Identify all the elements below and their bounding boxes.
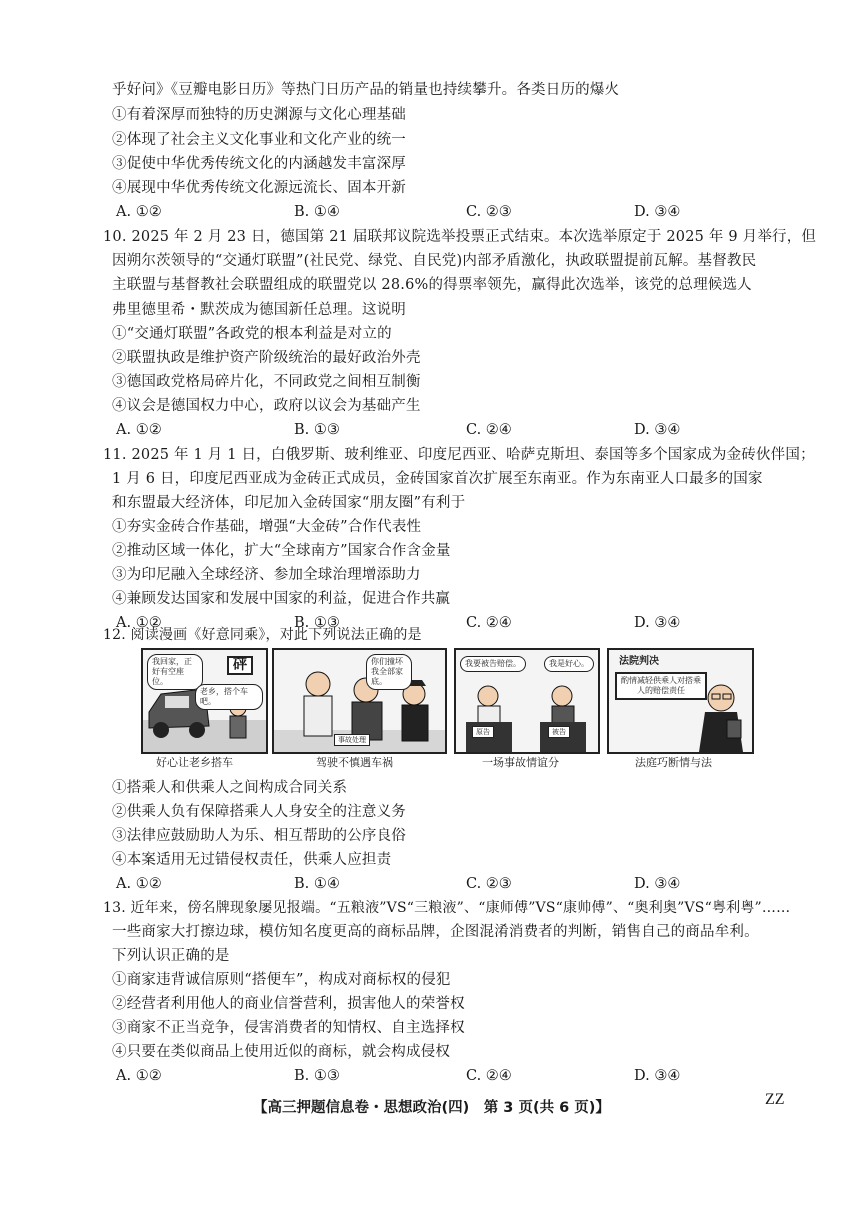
q10-item-3: ③德国政党格局碎片化，不同政党之间相互制衡 <box>112 374 421 390</box>
comic-panel-3 <box>454 648 600 754</box>
panel-3-caption: 一场事故情谊分 <box>482 756 559 769</box>
q11-option-a: A. ①② <box>116 615 162 631</box>
q9-item-3: ③促使中华优秀传统文化的内涵越发丰富深厚 <box>112 156 406 172</box>
crash-sound-label: 砰 <box>227 656 253 675</box>
q11-option-c: C. ②④ <box>466 615 512 631</box>
q10-option-a: A. ①② <box>116 422 162 438</box>
q11-item-3: ③为印尼融入全球经济、参加全球治理增添助力 <box>112 567 421 583</box>
q13-option-d: D. ③④ <box>634 1068 681 1084</box>
q9-item-1: ①有着深厚而独特的历史渊源与文化心理基础 <box>112 107 406 123</box>
comic-panel-4 <box>607 648 754 754</box>
q13-option-c: C. ②④ <box>466 1068 512 1084</box>
q12-item-4: ④本案适用无过错侵权责任，供乘人应担责 <box>112 852 392 868</box>
accident-handling-sign: 事故处理 <box>334 734 370 746</box>
q12-options <box>116 874 736 894</box>
panel-1-bubble-1: 我回家，正好有空座位。 <box>147 654 203 690</box>
q11-item-1: ①夯实金砖合作基础，增强“大金砖”合作代表性 <box>112 519 422 535</box>
q10-stem-line-2: 因朔尔茨领导的“交通灯联盟”(社民党、绿党、自民党)内部矛盾激化，执政联盟提前瓦解。基督教民 <box>112 253 757 269</box>
panel-2-caption: 驾驶不慎遇车祸 <box>316 756 393 769</box>
q13-option-a: A. ①② <box>116 1068 162 1084</box>
q13-stem-line-1: 13. 近年来，傍名牌现象屡见报端。“五粮液”VS“三粮液”、“康师傅”VS“康帅傅”、“奥利奥”VS“粤利粤”…… <box>103 900 791 916</box>
comic-panel-1 <box>141 648 268 754</box>
q10-stem-line-3: 主联盟与基督教社会联盟组成的联盟党以 28.6%的得票率领先，赢得此次选举，该党的总理候选人 <box>112 277 752 293</box>
q11-item-2: ②推动区域一体化，扩大“全球南方”国家合作含金量 <box>112 543 451 559</box>
panel-3-bubble-defendant: 我是好心。 <box>544 656 594 672</box>
q13-item-2: ②经营者利用他人的商业信誉营利，损害他人的荣誉权 <box>112 996 465 1012</box>
q13-stem-line-3: 下列认识正确的是 <box>112 948 230 964</box>
q13-item-4: ④只要在类似商品上使用近似的商标，就会构成侵权 <box>112 1044 451 1060</box>
q13-option-b: B. ①③ <box>294 1068 340 1084</box>
page-footer: 【高三押题信息卷・思想政治(四) 第 3 页(共 6 页)】 <box>253 1100 610 1116</box>
q13-options <box>116 1066 736 1086</box>
q9-option-a: A. ①② <box>116 204 162 220</box>
panel-1-caption: 好心让老乡搭车 <box>156 756 233 769</box>
q10-item-2: ②联盟执政是维护资产阶级统治的最好政治外壳 <box>112 350 421 366</box>
q12-option-a: A. ①② <box>116 876 162 892</box>
q12-option-c: C. ②③ <box>466 876 512 892</box>
defendant-sign: 被告 <box>548 726 570 738</box>
q9-stem-tail: 乎好问》《豆瓣电影日历》等热门日历产品的销量也持续攀升。各类日历的爆火 <box>112 82 620 98</box>
q12-item-2: ②供乘人负有保障搭乘人人身安全的注意义务 <box>112 804 406 820</box>
q11-item-4: ④兼顾发达国家和发展中国家的利益，促进合作共赢 <box>112 591 451 607</box>
verdict-title: 法院判决 <box>619 656 659 667</box>
q10-option-b: B. ①③ <box>294 422 340 438</box>
q10-option-d: D. ③④ <box>634 422 681 438</box>
q9-item-2: ②体现了社会主义文化事业和文化产业的统一 <box>112 132 406 148</box>
q10-stem-line-4: 弗里德里希・默茨成为德国新任总理。这说明 <box>112 302 406 318</box>
q10-options <box>116 420 736 440</box>
q11-stem-line-1: 11. 2025 年 1 月 1 日，白俄罗斯、玻利维亚、印度尼西亚、哈萨克斯坦、泰国等多个国家成为金砖伙伴国； <box>103 447 815 463</box>
q13-item-3: ③商家不正当竞争，侵害消费者的知情权、自主选择权 <box>112 1020 465 1036</box>
q9-option-b: B. ①④ <box>294 204 340 220</box>
q13-item-1: ①商家违背诚信原则“搭便车”，构成对商标权的侵犯 <box>112 972 451 988</box>
q12-item-1: ①搭乘人和供乘人之间构成合同关系 <box>112 780 348 796</box>
q10-item-1: ①“交通灯联盟”各政党的根本利益是对立的 <box>112 326 392 342</box>
panel-2-bubble-1: 你们撞坏我全部家底。 <box>366 654 412 690</box>
q9-options <box>116 202 736 222</box>
q9-option-d: D. ③④ <box>634 204 681 220</box>
q10-option-c: C. ②④ <box>466 422 512 438</box>
q11-option-b: B. ①③ <box>294 615 340 631</box>
verdict-text: 酌情减轻供乘人对搭乘人的赔偿责任 <box>615 672 707 700</box>
footer-code: ZZ <box>765 1091 785 1108</box>
q11-option-d: D. ③④ <box>634 615 681 631</box>
comic-panel-2 <box>272 648 447 754</box>
q13-stem-line-2: 一些商家大打擦边球，模仿知名度更高的商标品牌，企图混淆消费者的判断，销售自己的商品牟利。 <box>112 924 759 940</box>
panel-4-caption: 法庭巧断情与法 <box>635 756 712 769</box>
plaintiff-sign: 原告 <box>472 726 494 738</box>
q12-option-d: D. ③④ <box>634 876 681 892</box>
q9-item-4: ④展现中华优秀传统文化源远流长、固本开新 <box>112 180 406 196</box>
q10-stem-line-1: 10. 2025 年 2 月 23 日，德国第 21 届联邦议院选举投票正式结束。本次选举原定于 2025 年 9 月举行，但 <box>103 229 817 245</box>
q11-stem-line-3: 和东盟最大经济体，印尼加入金砖国家“朋友圈”有利于 <box>112 495 466 511</box>
q9-option-c: C. ②③ <box>466 204 512 220</box>
q11-stem-line-2: 1 月 6 日，印度尼西亚成为金砖正式成员，金砖国家首次扩展至东南亚。作为东南亚人口最多的国家 <box>112 471 763 487</box>
q12-stem: 12. 阅读漫画《好意同乘》，对此下列说法正确的是 <box>103 627 422 643</box>
q12-option-b: B. ①④ <box>294 876 340 892</box>
q10-item-4: ④议会是德国权力中心，政府以议会为基础产生 <box>112 398 421 414</box>
panel-3-bubble-plaintiff: 我要被告赔偿。 <box>460 656 526 672</box>
q12-item-3: ③法律应鼓励助人为乐、相互帮助的公序良俗 <box>112 828 406 844</box>
panel-1-bubble-2: 老乡，搭个车吧。 <box>195 684 263 710</box>
